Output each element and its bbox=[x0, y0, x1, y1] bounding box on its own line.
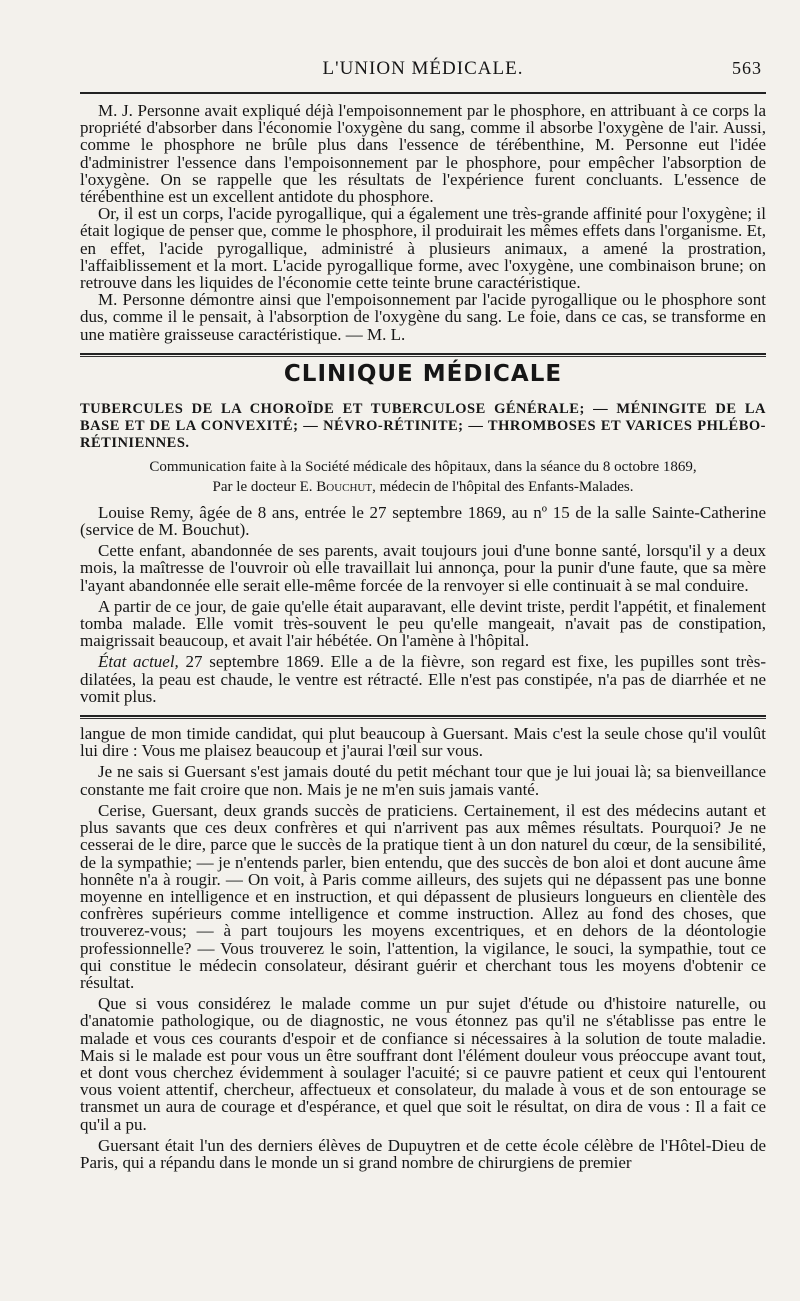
paragraph: M. Personne démontre ainsi que l'empoisonnement par l'acide pyrogallique ou le phosphore sont dus, comme il le pensait, à l'absorption de l'oxygène du sang. Le foie, dans ce cas, se transforme en une matière graisseuse caractéristique. — M. L. bbox=[80, 290, 766, 344]
paragraph bbox=[80, 653, 766, 705]
separator-rule bbox=[80, 353, 766, 355]
byline bbox=[80, 478, 766, 496]
running-title: L'UNION MÉDICALE. bbox=[322, 58, 524, 79]
separator-rule bbox=[80, 715, 766, 717]
communication-note: Communication faite à la Société médicale des hôpitaux, dans la séance du 8 octobre 1869, bbox=[149, 458, 697, 475]
top-section bbox=[80, 102, 766, 343]
paragraph: A partir de ce jour, de gaie qu'elle était auparavant, elle devint triste, perdit l'appétit, et finalement tomba malade. Elle vomit très-souvent le peu qu'elle mangeait, n'avait pas de constipation, maigrissait beaucoup, et avait l'air hébétée. On l'amène à l'hôpital. bbox=[80, 596, 766, 651]
author-name: Bouchut bbox=[316, 478, 373, 495]
header-rule bbox=[80, 92, 766, 94]
section-title: CLINIQUE MÉDICALE bbox=[283, 360, 563, 387]
feuilleton-separator bbox=[80, 715, 766, 719]
section-separator bbox=[80, 353, 766, 357]
clinique-body bbox=[80, 504, 766, 705]
feuilleton-body bbox=[80, 725, 766, 1171]
paragraph: M. J. Personne avait expliqué déjà l'empoisonnement par le phosphore, en attribuant à ce corps la propriété d'absorber dans l'économie l'oxygène du sang, comme il absorbe l'oxygène de l'air. Aussi, comme le phosphore ne brûle plus dans l'essence de térébenthine, M. Personne eut l'idée d'administrer l'essence dans l'empoisonnement par le phosphore, pour empêcher l'absorption de l'oxygène. On se rappelle que les résultats de l'expérience furent concluants. L'essence de térébenthine est un excellent antidote du phosphore. bbox=[80, 101, 766, 207]
paragraph: Je ne sais si Guersant s'est jamais douté du petit méchant tour que je lui jouai là; sa bienveillance constante me fait croire que non. Mais je ne m'en suis jamais vanté. bbox=[80, 762, 766, 799]
article-title: TUBERCULES DE LA CHOROÏDE ET TUBERCULOSE GÉNÉRALE; — MÉNINGITE DE LA BASE ET DE LA CONVEXITÉ; — NÉVRO-RÉTINITE; — THROMBOSES ET VARICES PHLÉBO-RÉTINIENNES. bbox=[80, 400, 766, 451]
paragraph: Louise Remy, âgée de 8 ans, entrée le 27 septembre 1869, au nº 15 de la salle Sainte-Catherine (service de M. Bouchut). bbox=[80, 502, 766, 540]
byline-prefix: Par le docteur E. bbox=[212, 478, 313, 495]
page-number: 563 bbox=[732, 58, 762, 78]
paragraph: Cerise, Guersant, deux grands succès de praticiens. Certainement, il est des médecins autant et plus savants que ces deux confrères et qui n'arrivent pas aux mêmes résultats. Pourquoi? Je ne cesserai de le dire, parce que le succès de la pratique tient à un don naturel du cœur, de la sensibilité, de la sympathie; — je n'entends parler, bien entendu, que des succès de bon aloi et dont aucune âme honnête n'a à rougir. — On voit, à Paris comme ailleurs, des sujets qui ne dépassent pas une bonne moyenne en intelligence et en instruction, et qui dépassent de plusieurs longueurs en clientèle des confrères supérieurs comme intelligence et comme instruction. Allez au fond des choses, que trouverez-vous; — à part toujours les moyens excentriques, et en dehors de la déontologie professionnelle? — Vous trouverez le soin, l'attention, la vigilance, le souci, la sympathie, tout ce qui constitue le médecin consolateur, désirant guérir et cherchant tous les moyens d'obtenir ce résultat. bbox=[80, 800, 766, 992]
paragraph: Guersant était l'un des derniers élèves de Dupuytren et de cette école célèbre de l'Hôtel-Dieu de Paris, qui a répandu dans le monde un si grand nombre de chirurgiens de premier bbox=[80, 1135, 766, 1172]
byline-suffix: , médecin de l'hôpital des Enfants-Malades. bbox=[372, 478, 634, 495]
separator-rule bbox=[80, 356, 766, 357]
paragraph: Que si vous considérez le malade comme un pur sujet d'étude ou d'histoire naturelle, ou d'anatomie pathologique, ou de diagnostic, ne vous étonnez pas qu'il ne s'établisse pas entre le malade et vous ces courants d'espoir et de confiance si nécessaires à la solution de toute maladie. Mais si le malade est pour vous un être souffrant dont l'élément douleur vous préoccupe avant tout, et dont vous cherchez évidemment à soulager l'acuité; si ce pauvre patient et ceux qui l'entourent vous voient attentif, chercheur, affectueux et consolateur, du malade à vous et de son entourage se transmet un aura de courage et d'espérance, et quel que soit le résultat, on dira de vous : Il a fait ce qu'il a pu. bbox=[80, 994, 766, 1134]
paragraph: Cette enfant, abandonnée de ses parents, avait toujours joui d'une bonne santé, lorsqu'il y a deux mois, la maîtresse de l'ouvroir où elle travaillait lui annonça, pour la punir d'une faute, que sa mère l'ayant abandonnée elle serait elle-même forcée de la renvoyer si elle continuait à se mal conduire. bbox=[80, 541, 766, 595]
paragraph: langue de mon timide candidat, qui plut beaucoup à Guersant. Mais c'est la seule chose qu'il voulût lui dire : Vous me plaisez beaucoup et j'aurai l'œil sur vous. bbox=[80, 724, 766, 761]
etat-text: 27 septembre 1869. Elle a de la fièvre, son regard est fixe, les pupilles sont très-dilatées, la peau est chaude, le ventre est rétracté. Elle n'est pas constipée, n'a pas de diarrhée et ne vomit plus. bbox=[80, 652, 766, 706]
paragraph: Or, il est un corps, l'acide pyrogallique, qui a également une très-grande affinité pour l'oxygène; il était logique de penser que, comme le phosphore, il produirait les mêmes effets dans l'organisme. Et, en effet, l'acide pyrogallique, administré à plusieurs animaux, a amené la prostration, l'affaiblissement et la mort. L'acide pyrogallique forme, avec l'oxygène, une combinaison brune; on retrouve dans les liquides de l'économie cette teinte brune caractéristique. bbox=[80, 204, 766, 293]
etat-label: État actuel, bbox=[98, 652, 179, 672]
running-head bbox=[80, 58, 766, 86]
separator-rule bbox=[80, 718, 766, 719]
